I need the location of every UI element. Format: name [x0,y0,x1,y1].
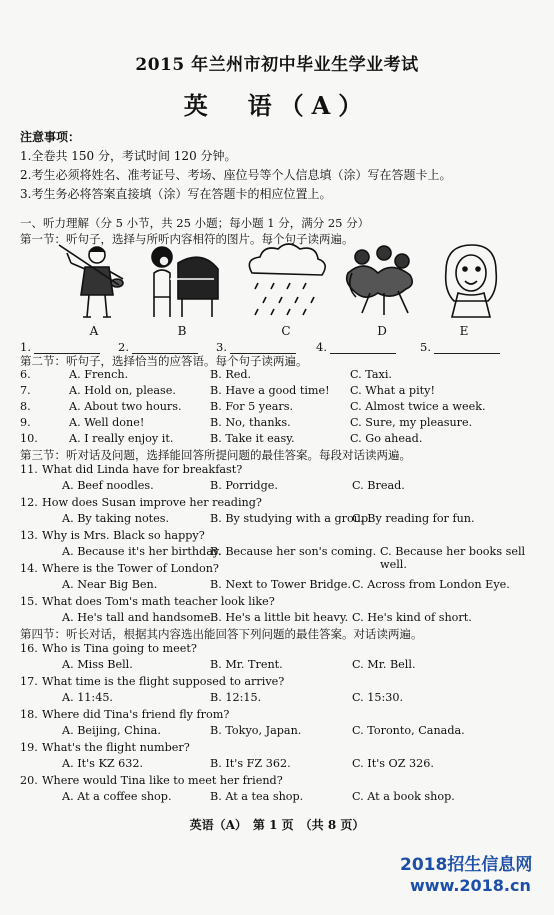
question-stem: 13. Why is Mrs. Black so happy? [20,529,205,542]
page-footer: 英语（A） 第 1 页 （共 8 页） [189,818,365,832]
option-row: A. He's tall and handsome. B. He's a little bit heavy. C. He's kind of short. [62,611,472,624]
picture-label-d: D [377,324,387,338]
section2-heading: 第二节：听句子，选择恰当的应答语。每个句子读两遍。 [20,354,308,368]
question-stem: 17. What time is the flight supposed to arrive? [20,675,285,688]
watermark-url: www.2018.cn [410,876,531,895]
answer-blank: 5. [420,340,500,354]
answer-blank: 3. [216,340,296,354]
question-stem: 14. Where is the Tower of London? [20,562,219,575]
picture-label-b: B [177,324,187,338]
question-row: 6. A. French. B. Red. C. Taxi. [20,368,392,381]
option-row: A. It's KZ 632. B. It's FZ 362. C. It's OZ 326. [62,757,434,770]
section1-heading: 第一节：听句子，选择与所听内容相符的图片。每个句子读两遍。 [20,232,354,246]
note-item: 2.考生必须将姓名、准考证号、考场、座位号等个人信息填（涂）写在答题卡上。 [20,168,452,182]
question-stem: 11. What did Linda have for breakfast? [20,463,243,476]
option-row: A. Beef noodles. B. Porridge. C. Bread. [62,479,405,492]
question-stem: 16. Who is Tina going to meet? [20,642,197,655]
exam-subtitle: 英 语（A） [183,91,371,120]
option-row: A. Beijing, China. B. Tokyo, Japan. C. Toronto, Canada. [62,724,465,737]
option-row: A. At a coffee shop. B. At a tea shop. C. At a book shop. [62,790,455,803]
pianist-icon [140,243,222,321]
question-stem: 19. What's the flight number? [20,741,190,754]
question-stem: 20. Where would Tina like to meet her friend? [20,774,283,787]
question-row: 8. A. About two hours. B. For 5 years. C. Almost twice a week. [20,400,486,413]
option-row: A. 11:45. B. 12:15. C. 15:30. [62,691,404,704]
section3-heading: 第三节：听对话及问题，选择能回答所提问题的最佳答案。每段对话读两遍。 [20,448,411,462]
option-row: A. Near Big Ben. B. Next to Tower Bridge. C. Across from London Eye. [62,578,510,591]
exam-title: 2015 年兰州市初中毕业生学业考试 [135,55,419,75]
option-row: A. Because it's her birthday. B. Because her son's coming. C. Because her books sell well. [62,545,526,571]
option-row: A. Miss Bell. B. Mr. Trent. C. Mr. Bell. [62,658,416,671]
notes-heading: 注意事项： [20,130,81,144]
picture-label-a: A [89,324,99,338]
monkeys-icon [340,243,422,321]
question-row: 9. A. Well done! B. No, thanks. C. Sure, my pleasure. [20,416,473,429]
question-row: 10. A. I really enjoy it. B. Take it easy. C. Go ahead. [20,432,423,445]
girl-portrait-icon [428,243,510,321]
question-stem: 18. Where did Tina's friend fly from? [20,708,230,721]
note-item: 3.考生务必将答案直接填（涂）写在答题卡的相应位置上。 [20,187,332,201]
answer-blank: 2. [118,340,198,354]
section4-heading: 第四节：听长对话，根据其内容选出能回答下列问题的最佳答案。对话读两遍。 [20,627,423,641]
picture-label-e: E [459,324,469,338]
answer-blank: 1. [20,340,100,354]
violinist-icon [55,243,137,321]
picture-label-c: C [281,324,291,338]
question-stem: 15. What does Tom's math teacher look like? [20,595,275,608]
rain-cloud-icon [240,243,322,321]
part1-heading: 一、听力理解（分 5 小节，共 25 小题；每小题 1 分，满分 25 分） [20,216,370,230]
answer-blank: 4. [316,340,396,354]
watermark-title: 2018招生信息网 [400,855,533,875]
question-stem: 12. How does Susan improve her reading? [20,496,262,509]
option-row: A. By taking notes. B. By studying with a group. C. By reading for fun. [62,512,475,525]
question-row: 7. A. Hold on, please. B. Have a good time! C. What a pity! [20,384,435,397]
note-item: 1.全卷共 150 分，考试时间 120 分钟。 [20,149,237,163]
